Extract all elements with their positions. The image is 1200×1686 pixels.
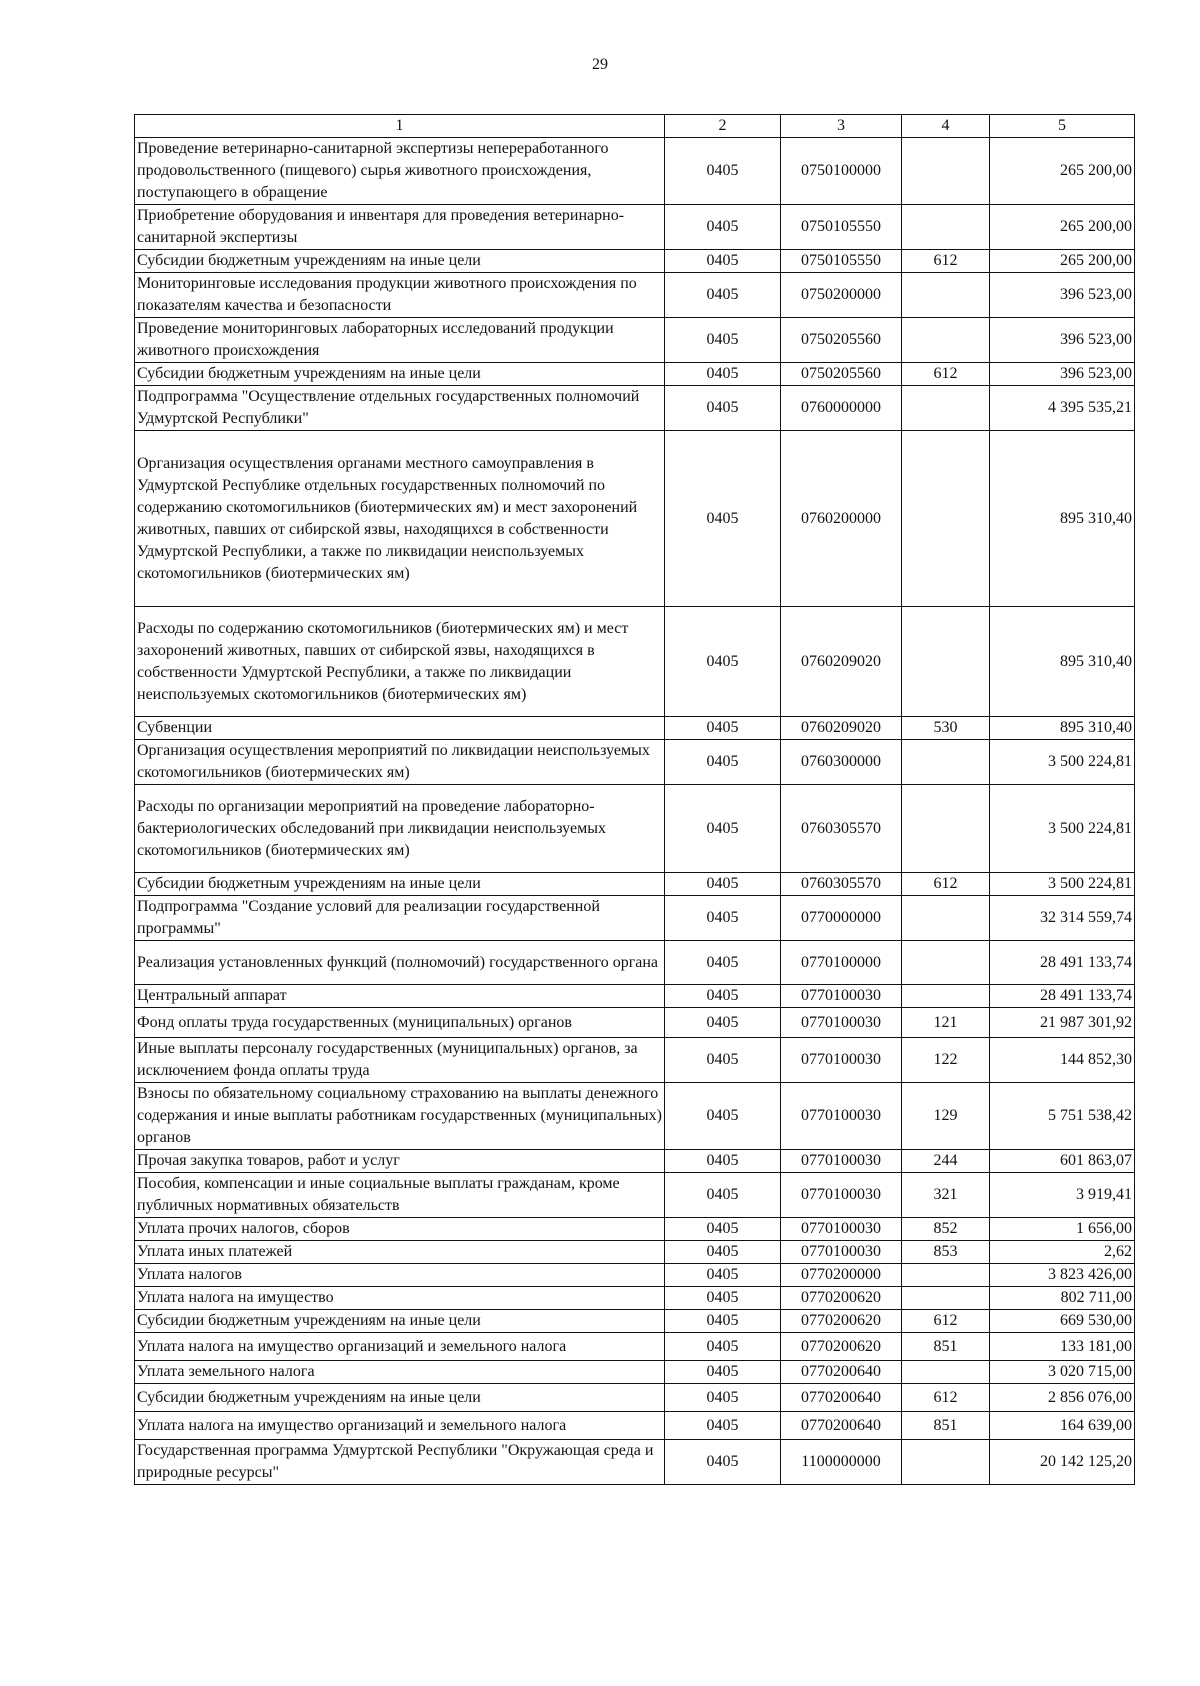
cell-name: Уплата налога на имущество xyxy=(135,1287,665,1310)
cell-target: 0770200620 xyxy=(781,1287,902,1310)
cell-name: Иные выплаты персоналу государственных (муниципальных) органов, за исключением фонда оплаты труда xyxy=(135,1038,665,1083)
cell-target: 0770200000 xyxy=(781,1264,902,1287)
cell-type xyxy=(902,896,990,941)
cell-target: 0760300000 xyxy=(781,740,902,785)
cell-section: 0405 xyxy=(665,1038,781,1083)
cell-name: Уплата налога на имущество организаций и земельного налога xyxy=(135,1333,665,1361)
cell-section: 0405 xyxy=(665,1008,781,1038)
cell-section: 0405 xyxy=(665,1173,781,1218)
cell-amount: 802 711,00 xyxy=(990,1287,1135,1310)
cell-section: 0405 xyxy=(665,985,781,1008)
table-row xyxy=(135,1241,1135,1264)
cell-name: Приобретение оборудования и инвентаря для проведения ветеринарно-санитарной экспертизы xyxy=(135,205,665,250)
cell-section: 0405 xyxy=(665,205,781,250)
table-row xyxy=(135,386,1135,431)
table-row xyxy=(135,1310,1135,1333)
cell-amount: 5 751 538,42 xyxy=(990,1083,1135,1150)
cell-target: 0750205560 xyxy=(781,363,902,386)
cell-type xyxy=(902,431,990,607)
cell-amount: 164 639,00 xyxy=(990,1412,1135,1440)
cell-amount: 895 310,40 xyxy=(990,717,1135,740)
cell-name: Прочая закупка товаров, работ и услуг xyxy=(135,1150,665,1173)
cell-target: 0760209020 xyxy=(781,717,902,740)
cell-target: 0760000000 xyxy=(781,386,902,431)
cell-name: Субсидии бюджетным учреждениям на иные цели xyxy=(135,873,665,896)
cell-name: Подпрограмма "Осуществление отдельных государственных полномочий Удмуртской Республики" xyxy=(135,386,665,431)
cell-target: 0760305570 xyxy=(781,785,902,873)
cell-target: 0770200620 xyxy=(781,1333,902,1361)
cell-type xyxy=(902,985,990,1008)
cell-section: 0405 xyxy=(665,717,781,740)
header-col-3: 3 xyxy=(781,115,902,138)
cell-name: Уплата налога на имущество организаций и земельного налога xyxy=(135,1412,665,1440)
cell-amount: 396 523,00 xyxy=(990,318,1135,363)
cell-name: Центральный аппарат xyxy=(135,985,665,1008)
cell-target: 0750200000 xyxy=(781,273,902,318)
cell-amount: 3 500 224,81 xyxy=(990,873,1135,896)
table-row xyxy=(135,1038,1135,1083)
cell-target: 0770100030 xyxy=(781,1173,902,1218)
cell-section: 0405 xyxy=(665,273,781,318)
table-row xyxy=(135,1440,1135,1485)
cell-target: 0770100030 xyxy=(781,1241,902,1264)
cell-amount: 2,62 xyxy=(990,1241,1135,1264)
cell-section: 0405 xyxy=(665,250,781,273)
cell-section: 0405 xyxy=(665,1361,781,1384)
cell-section: 0405 xyxy=(665,896,781,941)
cell-type: 122 xyxy=(902,1038,990,1083)
cell-name: Подпрограмма "Создание условий для реализации государственной программы" xyxy=(135,896,665,941)
cell-name: Проведение ветеринарно-санитарной экспертизы непереработанного продовольственного (пищевого) сырья животного происхождения, поступающего в обращение xyxy=(135,138,665,205)
cell-name: Уплата прочих налогов, сборов xyxy=(135,1218,665,1241)
table-row xyxy=(135,363,1135,386)
cell-amount: 265 200,00 xyxy=(990,250,1135,273)
cell-section: 0405 xyxy=(665,318,781,363)
table-row xyxy=(135,1361,1135,1384)
table-row xyxy=(135,1287,1135,1310)
cell-type xyxy=(902,1361,990,1384)
cell-section: 0405 xyxy=(665,1412,781,1440)
cell-type xyxy=(902,273,990,318)
table-row xyxy=(135,205,1135,250)
table-row xyxy=(135,607,1135,717)
cell-type: 852 xyxy=(902,1218,990,1241)
cell-type: 321 xyxy=(902,1173,990,1218)
cell-type xyxy=(902,138,990,205)
cell-type: 244 xyxy=(902,1150,990,1173)
cell-type xyxy=(902,1440,990,1485)
table-row xyxy=(135,785,1135,873)
table-row xyxy=(135,1083,1135,1150)
table-row xyxy=(135,985,1135,1008)
cell-type: 121 xyxy=(902,1008,990,1038)
cell-amount: 265 200,00 xyxy=(990,205,1135,250)
cell-target: 0750205560 xyxy=(781,318,902,363)
cell-section: 0405 xyxy=(665,386,781,431)
cell-name: Организация осуществления органами местного самоуправления в Удмуртской Республике отдельных государственных полномочий по содержанию скотомогильников (биотермических ям) и мест захоронений животных, павших от сибирской язвы, находящихся в собственности Удмуртской Республики, а также по ликвидации неиспользуемых скотомогильников (биотермических ям) xyxy=(135,431,665,607)
budget-table xyxy=(134,114,1135,1485)
cell-target: 0770200640 xyxy=(781,1361,902,1384)
table-row xyxy=(135,1008,1135,1038)
cell-name: Государственная программа Удмуртской Республики "Окружающая среда и природные ресурсы" xyxy=(135,1440,665,1485)
cell-target: 0770000000 xyxy=(781,896,902,941)
header-col-2: 2 xyxy=(665,115,781,138)
cell-type xyxy=(902,318,990,363)
table-row xyxy=(135,318,1135,363)
cell-amount: 895 310,40 xyxy=(990,607,1135,717)
cell-name: Уплата налогов xyxy=(135,1264,665,1287)
cell-section: 0405 xyxy=(665,1241,781,1264)
cell-target: 0770100030 xyxy=(781,1008,902,1038)
cell-target: 0770200640 xyxy=(781,1412,902,1440)
cell-target: 0770200640 xyxy=(781,1384,902,1412)
cell-section: 0405 xyxy=(665,1287,781,1310)
table-row xyxy=(135,941,1135,985)
cell-amount: 396 523,00 xyxy=(990,273,1135,318)
cell-amount: 895 310,40 xyxy=(990,431,1135,607)
table-row xyxy=(135,1384,1135,1412)
cell-type: 612 xyxy=(902,1310,990,1333)
cell-section: 0405 xyxy=(665,941,781,985)
cell-amount: 4 395 535,21 xyxy=(990,386,1135,431)
table-row xyxy=(135,250,1135,273)
table-row xyxy=(135,1150,1135,1173)
cell-amount: 133 181,00 xyxy=(990,1333,1135,1361)
cell-section: 0405 xyxy=(665,740,781,785)
cell-type: 530 xyxy=(902,717,990,740)
header-col-1: 1 xyxy=(135,115,665,138)
table-row xyxy=(135,873,1135,896)
table-row xyxy=(135,717,1135,740)
table-row xyxy=(135,1173,1135,1218)
header-row xyxy=(135,115,1135,138)
page-number: 29 xyxy=(592,56,608,73)
cell-type: 129 xyxy=(902,1083,990,1150)
cell-section: 0405 xyxy=(665,1310,781,1333)
cell-name: Фонд оплаты труда государственных (муниципальных) органов xyxy=(135,1008,665,1038)
table-row xyxy=(135,1333,1135,1361)
cell-name: Проведение мониторинговых лабораторных исследований продукции животного происхождения xyxy=(135,318,665,363)
cell-section: 0405 xyxy=(665,785,781,873)
cell-target: 1100000000 xyxy=(781,1440,902,1485)
table-row xyxy=(135,1218,1135,1241)
cell-section: 0405 xyxy=(665,1150,781,1173)
cell-name: Взносы по обязательному социальному страхованию на выплаты денежного содержания и иные выплаты работникам государственных (муниципальных) органов xyxy=(135,1083,665,1150)
cell-name: Уплата иных платежей xyxy=(135,1241,665,1264)
table-row xyxy=(135,431,1135,607)
cell-name: Расходы по организации мероприятий на проведение лабораторно-бактериологических обследований при ликвидации неиспользуемых скотомогильников (биотермических ям) xyxy=(135,785,665,873)
cell-type xyxy=(902,205,990,250)
cell-amount: 20 142 125,20 xyxy=(990,1440,1135,1485)
cell-type xyxy=(902,607,990,717)
cell-type: 853 xyxy=(902,1241,990,1264)
header-col-5: 5 xyxy=(990,115,1135,138)
cell-type xyxy=(902,1287,990,1310)
cell-section: 0405 xyxy=(665,1440,781,1485)
cell-amount: 3 823 426,00 xyxy=(990,1264,1135,1287)
cell-amount: 669 530,00 xyxy=(990,1310,1135,1333)
cell-amount: 396 523,00 xyxy=(990,363,1135,386)
cell-target: 0770200620 xyxy=(781,1310,902,1333)
cell-type: 612 xyxy=(902,250,990,273)
cell-type: 851 xyxy=(902,1333,990,1361)
table-row xyxy=(135,740,1135,785)
cell-target: 0760200000 xyxy=(781,431,902,607)
cell-amount: 3 919,41 xyxy=(990,1173,1135,1218)
cell-section: 0405 xyxy=(665,873,781,896)
cell-section: 0405 xyxy=(665,1384,781,1412)
cell-target: 0770100030 xyxy=(781,1150,902,1173)
cell-target: 0750105550 xyxy=(781,250,902,273)
cell-section: 0405 xyxy=(665,1083,781,1150)
cell-amount: 2 856 076,00 xyxy=(990,1384,1135,1412)
cell-type xyxy=(902,941,990,985)
cell-amount: 3 020 715,00 xyxy=(990,1361,1135,1384)
cell-name: Мониторинговые исследования продукции животного происхождения по показателям качества и безопасности xyxy=(135,273,665,318)
cell-section: 0405 xyxy=(665,138,781,205)
cell-name: Субсидии бюджетным учреждениям на иные цели xyxy=(135,250,665,273)
cell-target: 0770100030 xyxy=(781,985,902,1008)
cell-type: 612 xyxy=(902,1384,990,1412)
cell-target: 0770100000 xyxy=(781,941,902,985)
cell-name: Расходы по содержанию скотомогильников (биотермических ям) и мест захоронений животных, павших от сибирской язвы, находящихся в собственности Удмуртской Республики, а также по ликвидации неиспользуемых скотомогильников (биотермических ям) xyxy=(135,607,665,717)
cell-name: Субсидии бюджетным учреждениям на иные цели xyxy=(135,1310,665,1333)
cell-amount: 3 500 224,81 xyxy=(990,740,1135,785)
cell-target: 0760209020 xyxy=(781,607,902,717)
cell-amount: 21 987 301,92 xyxy=(990,1008,1135,1038)
cell-target: 0750105550 xyxy=(781,205,902,250)
cell-section: 0405 xyxy=(665,363,781,386)
cell-section: 0405 xyxy=(665,431,781,607)
cell-name: Субсидии бюджетным учреждениям на иные цели xyxy=(135,363,665,386)
cell-name: Реализация установленных функций (полномочий) государственного органа xyxy=(135,941,665,985)
cell-amount: 265 200,00 xyxy=(990,138,1135,205)
cell-type: 851 xyxy=(902,1412,990,1440)
table-row xyxy=(135,138,1135,205)
header-col-4: 4 xyxy=(902,115,990,138)
cell-name: Уплата земельного налога xyxy=(135,1361,665,1384)
table-row xyxy=(135,896,1135,941)
cell-amount: 144 852,30 xyxy=(990,1038,1135,1083)
cell-name: Субвенции xyxy=(135,717,665,740)
cell-target: 0750100000 xyxy=(781,138,902,205)
cell-amount: 601 863,07 xyxy=(990,1150,1135,1173)
cell-type xyxy=(902,1264,990,1287)
cell-target: 0770100030 xyxy=(781,1083,902,1150)
cell-amount: 28 491 133,74 xyxy=(990,985,1135,1008)
cell-name: Организация осуществления мероприятий по ликвидации неиспользуемых скотомогильников (биотермических ям) xyxy=(135,740,665,785)
cell-type: 612 xyxy=(902,363,990,386)
cell-target: 0760305570 xyxy=(781,873,902,896)
cell-section: 0405 xyxy=(665,1218,781,1241)
cell-amount: 3 500 224,81 xyxy=(990,785,1135,873)
cell-section: 0405 xyxy=(665,1264,781,1287)
cell-name: Субсидии бюджетным учреждениям на иные цели xyxy=(135,1384,665,1412)
cell-amount: 1 656,00 xyxy=(990,1218,1135,1241)
cell-target: 0770100030 xyxy=(781,1218,902,1241)
table-row xyxy=(135,1412,1135,1440)
cell-target: 0770100030 xyxy=(781,1038,902,1083)
cell-type xyxy=(902,740,990,785)
cell-type xyxy=(902,386,990,431)
cell-amount: 32 314 559,74 xyxy=(990,896,1135,941)
cell-type: 612 xyxy=(902,873,990,896)
cell-type xyxy=(902,785,990,873)
cell-section: 0405 xyxy=(665,1333,781,1361)
cell-amount: 28 491 133,74 xyxy=(990,941,1135,985)
cell-section: 0405 xyxy=(665,607,781,717)
cell-name: Пособия, компенсации и иные социальные выплаты гражданам, кроме публичных нормативных обязательств xyxy=(135,1173,665,1218)
table-row xyxy=(135,1264,1135,1287)
table-row xyxy=(135,273,1135,318)
